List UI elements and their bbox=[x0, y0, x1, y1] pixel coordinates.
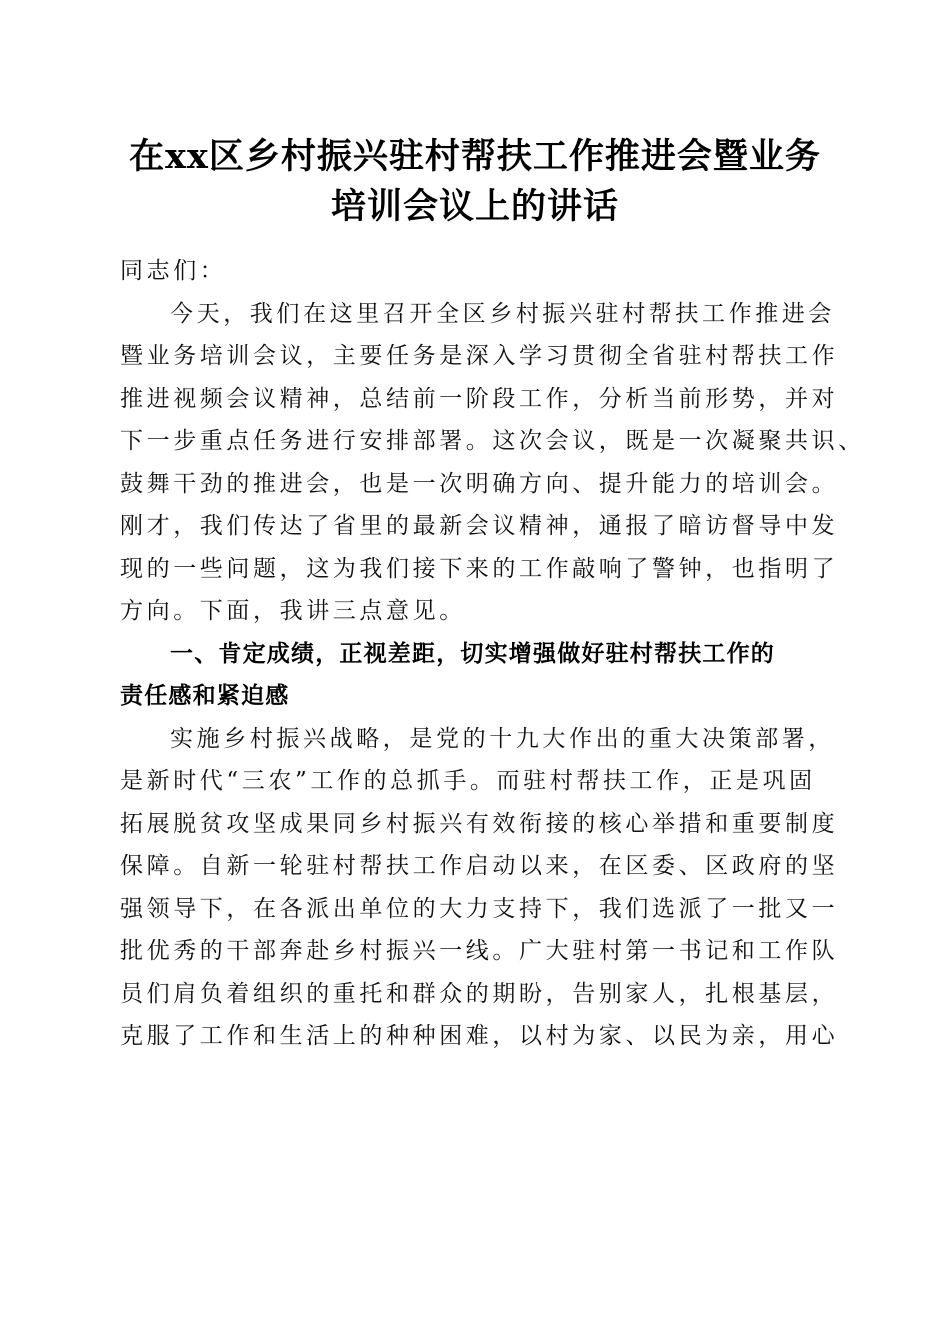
salutation: 同志们： bbox=[120, 258, 227, 284]
paragraph-line: 推进视频会议精神，总结前一阶段工作，分析当前形势，并对 bbox=[120, 385, 839, 412]
paragraph-line: 现的一些问题，这为我们接下来的工作敲响了警钟，也指明了 bbox=[120, 555, 839, 582]
paragraph-line: 方向。下面，我讲三点意见。 bbox=[120, 598, 466, 624]
paragraph-line: 下一步重点任务进行安排部署。这次会议，既是一次凝聚共识、 bbox=[120, 428, 865, 454]
section-heading-1 bbox=[120, 633, 820, 718]
paragraph-line: 暨业务培训会议，主要任务是深入学习贯彻全省驻村帮扶工作 bbox=[120, 343, 839, 369]
paragraph-line: 实施乡村振兴战略，是党的十九大作出的重大决策部署， bbox=[170, 725, 835, 752]
paragraph-line: 克服了工作和生活上的种种困难，以村为家、以民为亲，用心 bbox=[120, 1023, 839, 1049]
paragraph-line: 今天，我们在这里召开全区乡村振兴驻村帮扶工作推进会 bbox=[170, 300, 835, 327]
paragraph-line: 拓展脱贫攻坚成果同乡村振兴有效衔接的核心举措和重要制度 bbox=[120, 810, 839, 837]
heading-line: 责任感和紧迫感 bbox=[120, 683, 290, 709]
paragraph-line: 是新时代“三农”工作的总抓手。而驻村帮扶工作，正是巩固 bbox=[120, 768, 816, 794]
document-body bbox=[120, 250, 865, 1058]
paragraph-line: 强领导下，在各派出单位的大力支持下，我们选派了一批又一 bbox=[120, 895, 839, 922]
paragraph-line: 员们肩负着组织的重托和群众的期盼，告别家人，扎根基层， bbox=[120, 980, 839, 1007]
paragraph-2 bbox=[120, 718, 839, 1058]
heading-line: 一、肯定成绩，正视差距，切实增强做好驻村帮扶工作的 bbox=[170, 640, 775, 667]
paragraph-line: 鼓舞干劲的推进会，也是一次明确方向、提升能力的培训会。 bbox=[120, 470, 839, 497]
paragraph-line: 刚才，我们传达了省里的最新会议精神，通报了暗访督导中发 bbox=[120, 513, 839, 539]
paragraph-line: 保障。自新一轮驻村帮扶工作启动以来，在区委、区政府的坚 bbox=[120, 853, 839, 879]
paragraph-1 bbox=[120, 293, 865, 633]
document-title bbox=[90, 132, 860, 232]
title-line-2: 培训会议上的讲话 bbox=[330, 186, 619, 227]
title-line-1: 在xx区乡村振兴驻村帮扶工作推进会暨业务 bbox=[129, 136, 821, 177]
paragraph-line: 批优秀的干部奔赴乡村振兴一线。广大驻村第一书记和工作队 bbox=[120, 938, 839, 964]
